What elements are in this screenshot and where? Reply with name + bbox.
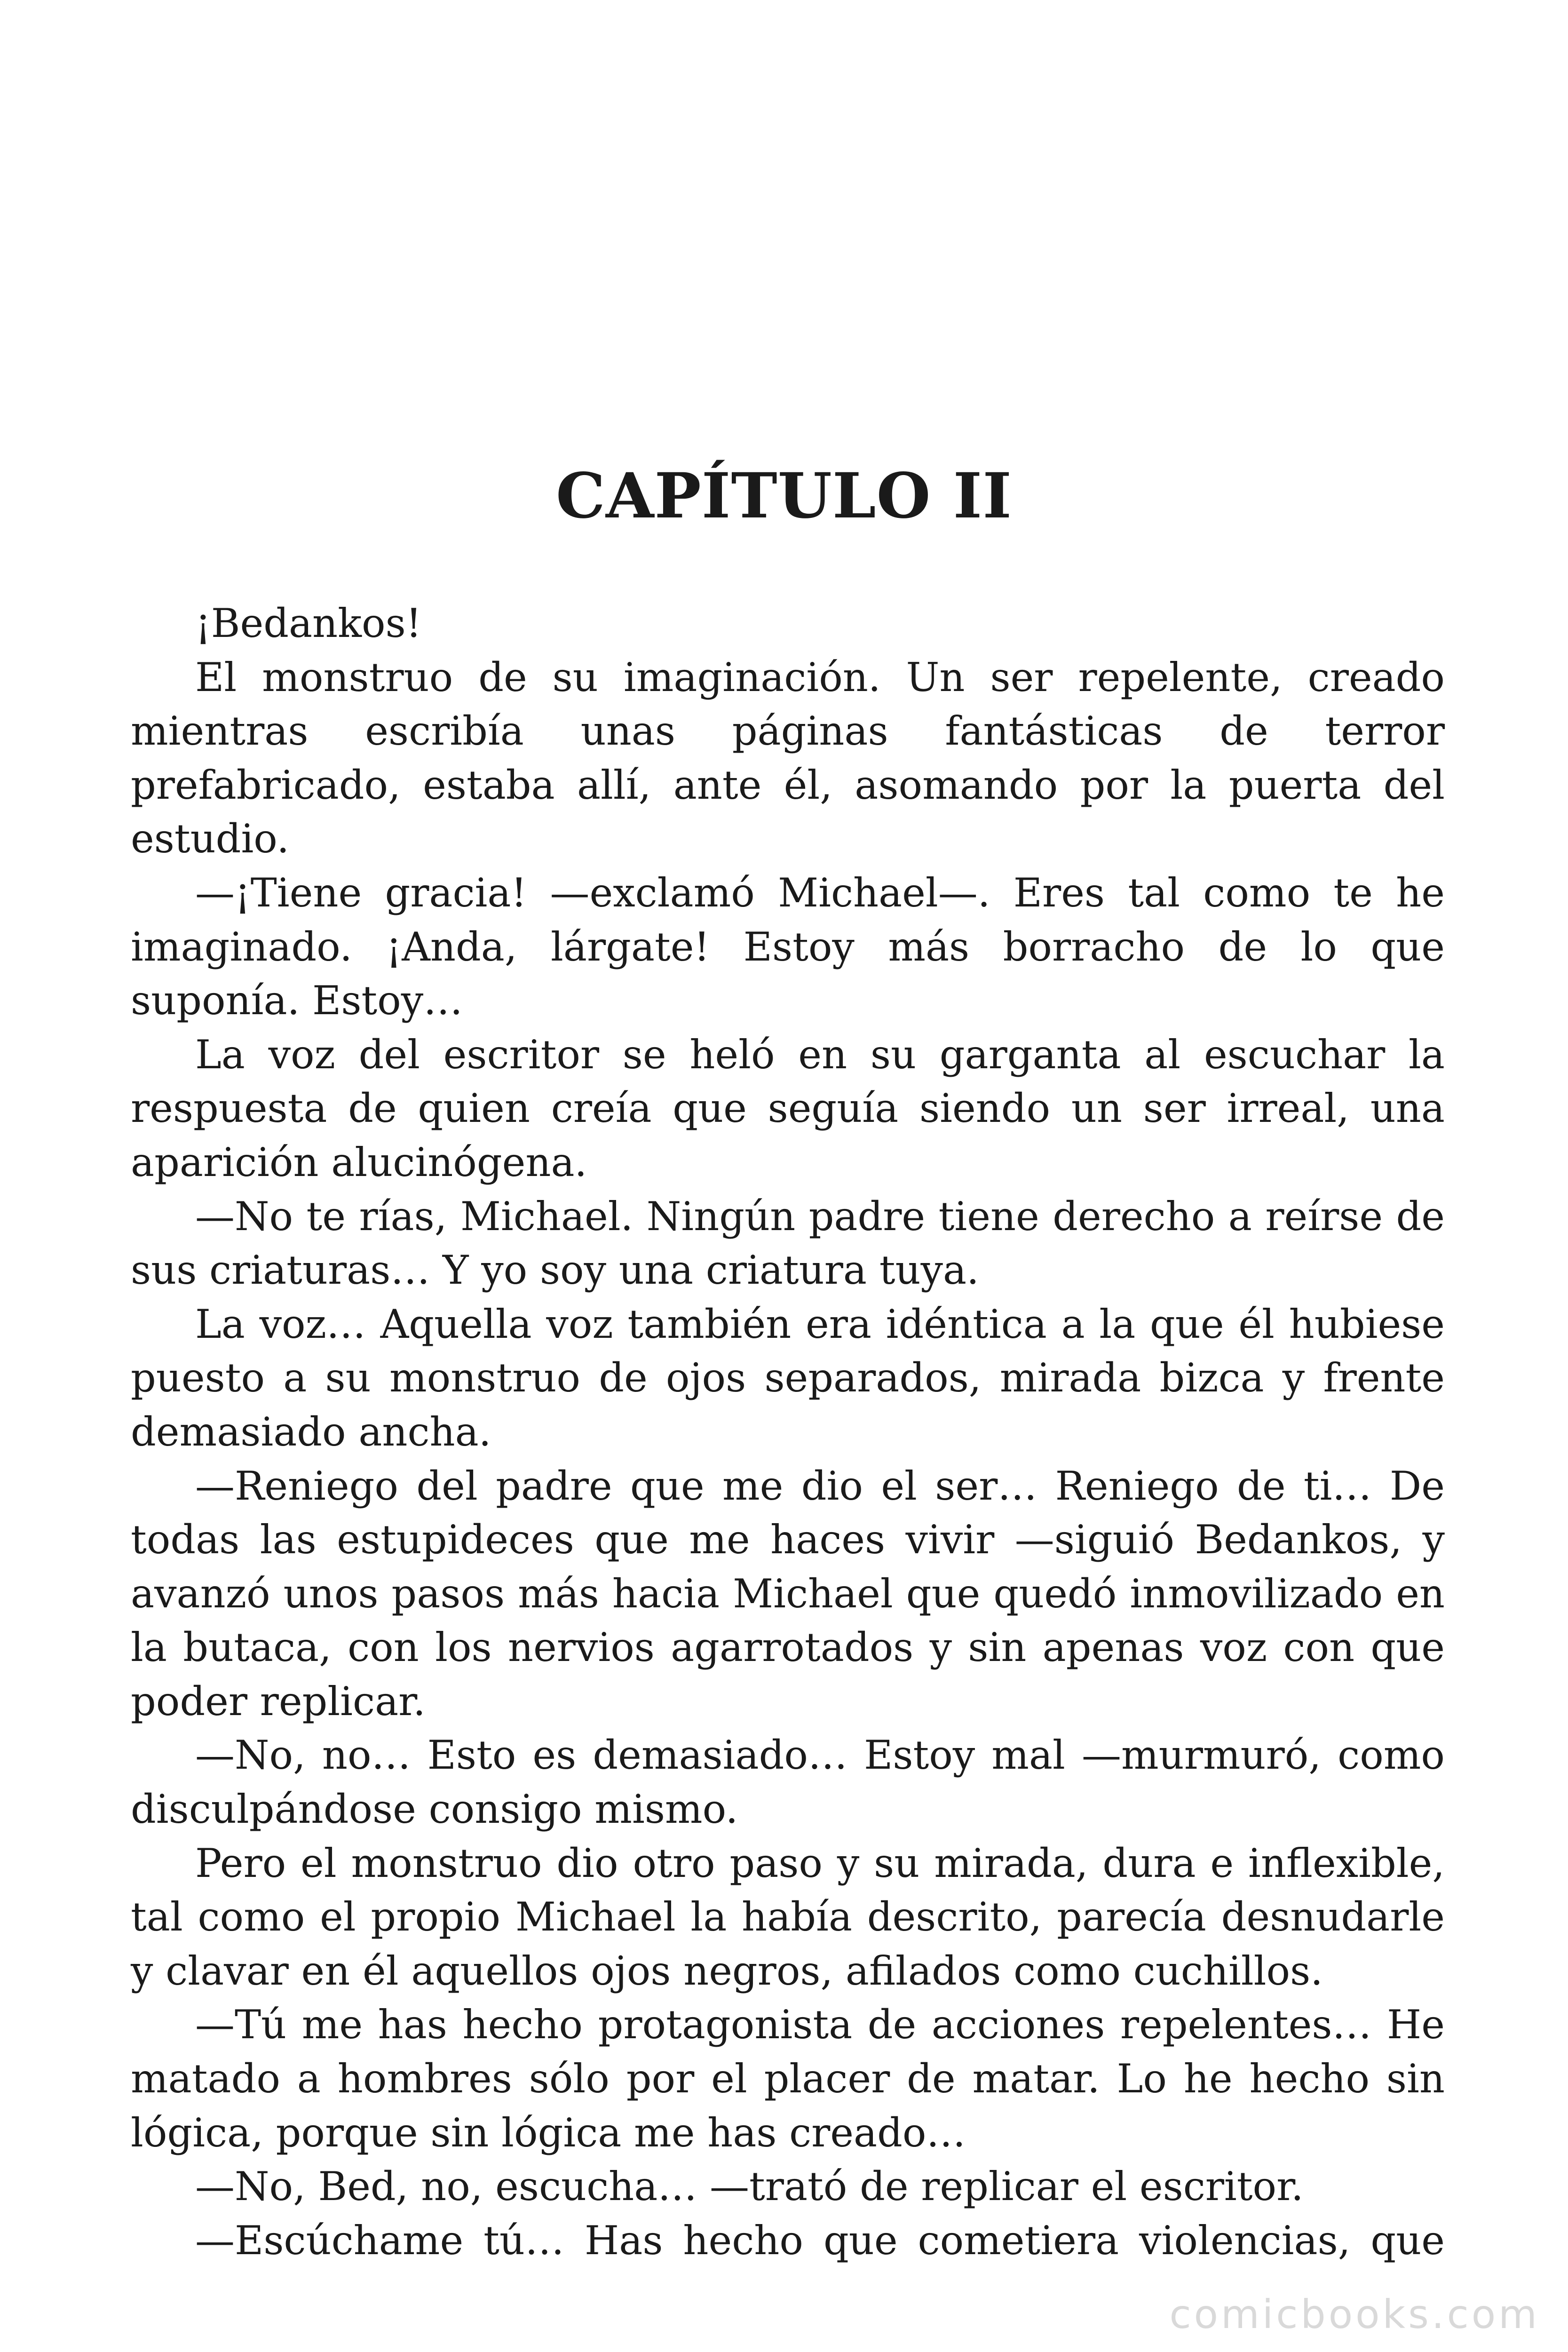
paragraph: —No, Bed, no, escucha… —trató de replicar el escritor. xyxy=(195,2163,1304,2210)
paragraph: —Reniego del padre que me dio el ser… Reniego de ti… De todas las estupideces que me haces vivir —siguió Bedankos, y avanzó unos pasos más hacia Michael que quedó inmovilizado en la butaca, con los nervios agarrotados y sin apenas voz con que poder replicar. xyxy=(131,1462,1445,1724)
paragraph: —Tú me has hecho protagonista de acciones repelentes… He matado a hombres sólo por el placer de matar. Lo he hecho sin lógica, porque sin lógica me has creado… xyxy=(131,2002,1445,2156)
paragraph: El monstruo de su imaginación. Un ser repelente, creado mientras escribía unas páginas fantásticas de terror prefabricado, estaba allí, ante él, asomando por la puerta del estudio. xyxy=(131,654,1445,862)
watermark: comicbooks.com xyxy=(1169,2291,1540,2337)
paragraph: —No te rías, Michael. Ningún padre tiene derecho a reírse de sus criaturas… Y yo soy una criatura tuya. xyxy=(131,1193,1445,1294)
paragraph: ¡Bedankos! xyxy=(195,600,422,646)
paragraph: La voz del escritor se heló en su garganta al escuchar la respuesta de quien creía que seguía siendo un ser irreal, una aparición alucinógena. xyxy=(131,1031,1445,1185)
paragraph: —Escúchame tú… Has hecho que cometiera violencias, que xyxy=(195,2217,1445,2264)
chapter-title: CAPÍTULO II xyxy=(555,460,1013,532)
paragraph: La voz… Aquella voz también era idéntica a la que él hubiese puesto a su monstruo de ojos separados, mirada bizca y frente demasiado ancha. xyxy=(131,1301,1445,1455)
paragraph: —No, no… Esto es demasiado… Estoy mal —murmuró, como disculpándose consigo mismo. xyxy=(131,1732,1445,1833)
paragraph: Pero el monstruo dio otro paso y su mirada, dura e inflexible, tal como el propio Michael la había descrito, parecía desnudarle y clavar en él aquellos ojos negros, afilados como cuchillos. xyxy=(131,1840,1445,1994)
body-text xyxy=(131,596,1445,2267)
paragraph: —¡Tiene gracia! —exclamó Michael—. Eres tal como te he imaginado. ¡Anda, lárgate! Estoy más borracho de lo que suponía. Estoy… xyxy=(131,869,1445,1024)
